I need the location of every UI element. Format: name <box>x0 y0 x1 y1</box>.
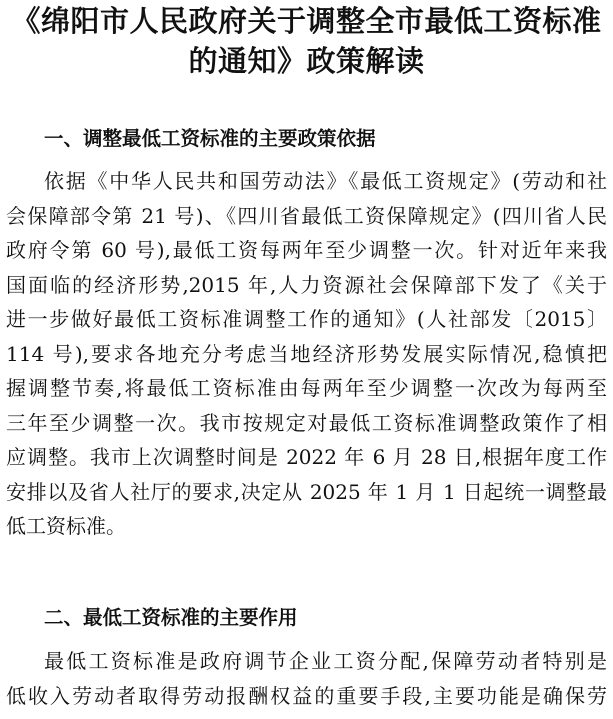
paragraph-line: 114 号),要求各地充分考虑当地经济形势发展实际情况,稳慎把 <box>6 341 607 366</box>
paragraph-line: 三年至少调整一次。我市按规定对最低工资标准调整政策作了相 <box>6 410 607 435</box>
section-1-paragraph <box>0 164 613 544</box>
section-2-heading: 二、最低工资标准的主要作用 <box>44 606 298 629</box>
paragraph-line: 最低工资标准是政府调节企业工资分配,保障劳动者特别是 <box>44 649 607 673</box>
section-2-paragraph <box>0 644 613 713</box>
paragraph-line: 国面临的经济形势,2015 年,人力资源社会保障部下发了《关于 <box>6 272 607 297</box>
paragraph-line: 安排以及省人社厅的要求,决定从 2025 年 1 月 1 日起统一调整最 <box>6 479 607 504</box>
title-line-1: 《绵阳市人民政府关于调整全市最低工资标准 <box>11 4 602 38</box>
section-1-heading: 一、调整最低工资标准的主要政策依据 <box>44 127 376 150</box>
title-line-2: 的通知》政策解读 <box>188 44 425 78</box>
paragraph-line: 会保障部令第 21 号)、《四川省最低工资保障规定》(四川省人民 <box>6 203 607 228</box>
paragraph-line: 进一步做好最低工资标准调整工作的通知》(人社部发〔2015〕 <box>6 307 607 331</box>
paragraph-line: 应调整。我市上次调整时间是 2022 年 6 月 28 日,根据年度工作 <box>6 445 607 469</box>
paragraph-line: 低收入劳动者取得劳动报酬权益的重要手段,主要功能是确保劳 <box>6 683 607 708</box>
document-title <box>0 0 613 81</box>
paragraph-line: 握调整节奏,将最低工资标准由每两年至少调整一次改为每两至 <box>6 376 607 400</box>
paragraph-line: 低工资标准。 <box>6 514 126 538</box>
paragraph-line: 依据《中华人民共和国劳动法》《最低工资规定》(劳动和社 <box>44 169 607 193</box>
paragraph-line: 政府令第 60 号),最低工资每两年至少调整一次。针对近年来我 <box>6 238 607 262</box>
